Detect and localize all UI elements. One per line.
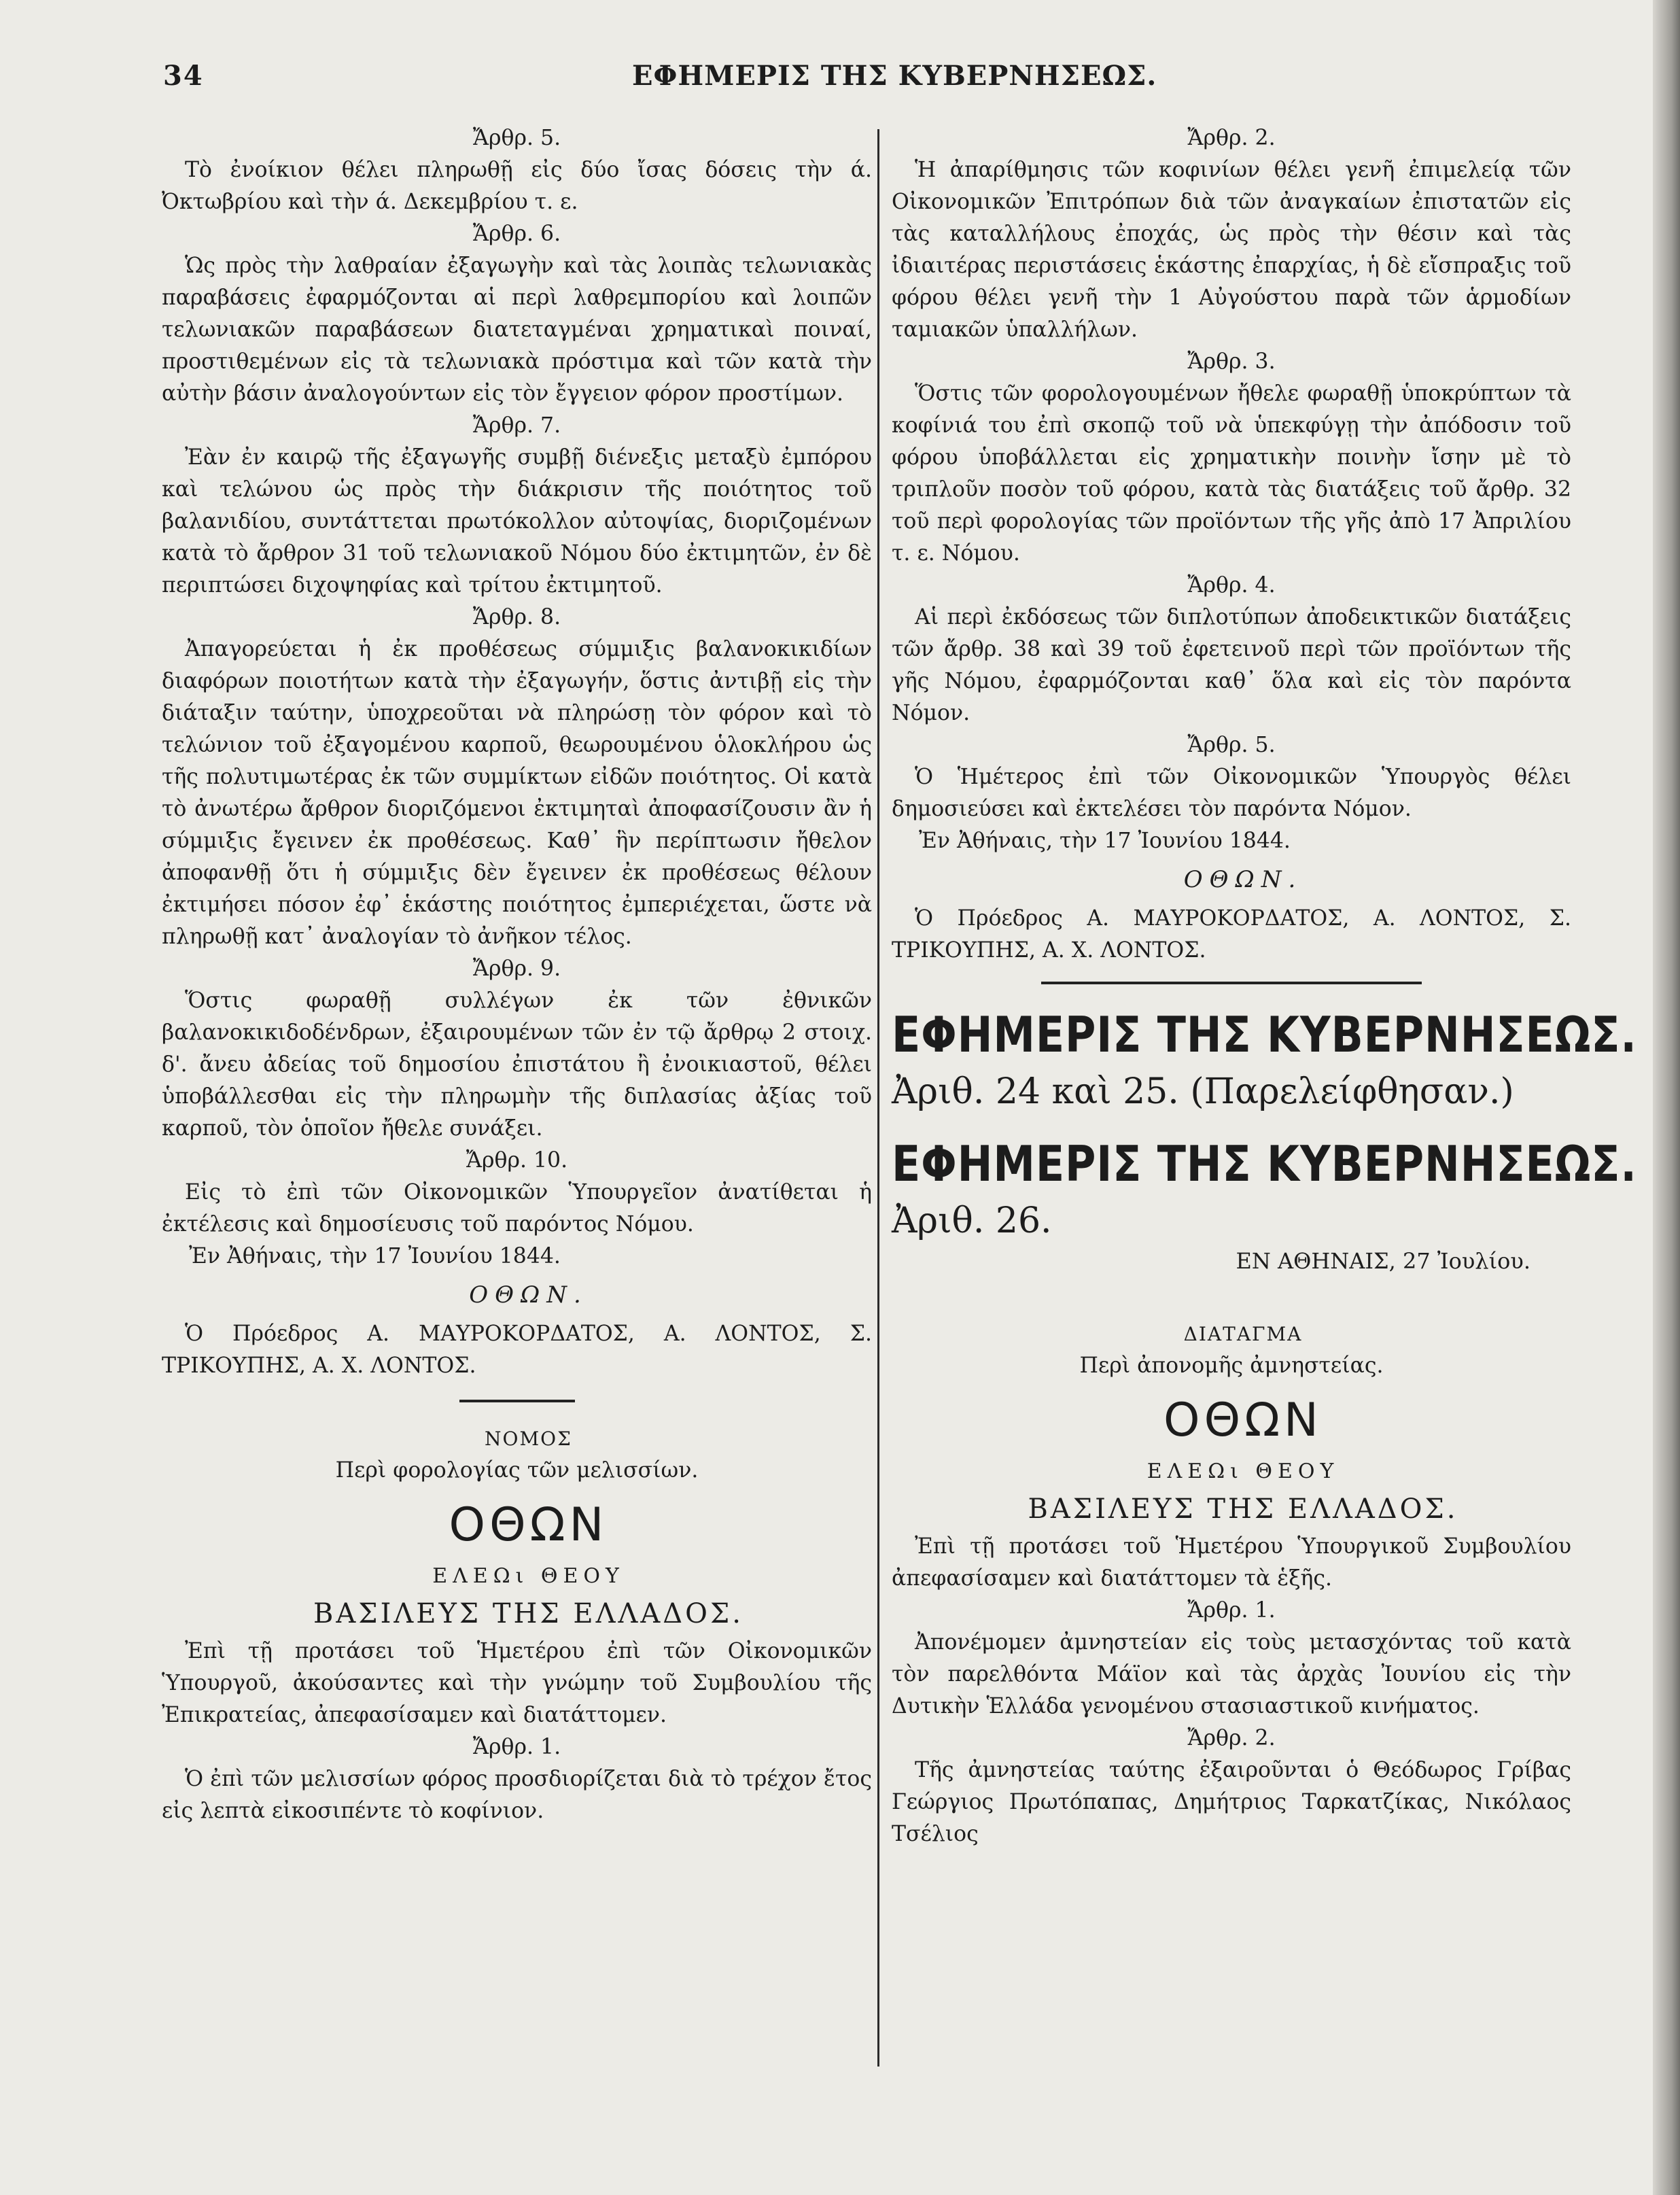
page-number: 34 [163, 60, 204, 92]
article-heading: Ἄρθρ. 7. [472, 413, 561, 438]
article-text: Ἀπαγορεύεται ἡ ἐκ προθέσεως σύμμιξις βαλανοκικιδίων διαφόρων ποιοτήτων κατὰ τὴν ἐξαγωγήν, ὅστις ἀντιβῇ εἰς τὴν διάταξιν ταύτην, ὑποχρεοῦται νὰ πληρώσῃ τὸν φόρον καὶ τὸ τελώνιον τοῦ ἐξαγομένου καρποῦ, θεωρουμένου ὁλοκλήρου ὡς τῆς πολυτιμωτέρας ἐκ τῶν συμμίκτων εἰδῶν ποιότητος. Οἱ κατὰ τὸ ἀνωτέρω ἄρθρον διοριζόμενοι ἐκτιμηταὶ ἀποφασίζουσιν ἂν ἡ σύμμιξις ἔγεινεν ἐκ προθέσεως. Καθ᾽ ἣν περίπτωσιν ἤθελον ἀποφανθῇ ὅτι ἡ σύμμιξις δὲν ἔγεινεν ἐκ προθέσεως θέλουν ἐκτιμήσει πόσον ἐφ᾽ ἑκάστης ποιότητος ἐμπεριέχεται, ὥστε νὰ πληρωθῇ κατ᾽ ἀναλογίαν τὸ ἀνῆκον τέλος. [162, 637, 872, 949]
article-text: Ὁ ἐπὶ τῶν μελισσίων φόρος προσδιορίζεται διὰ τὸ τρέχον ἔτος εἰς λεπτὰ εἰκοσιπέντε τὸ κοφίνιον. [162, 1767, 872, 1823]
column-divider [877, 129, 879, 2067]
king-signature: ΟΘΩΝ. [469, 1281, 588, 1309]
law-subject: Περὶ φορολογίας τῶν μελισσίων. [335, 1458, 699, 1483]
article-heading: Ἄρθρ. 3. [1187, 349, 1276, 374]
article-text: Ἀπονέμομεν ἀμνηστείαν εἰς τοὺς μετασχόντας τοῦ κατὰ τὸν παρελθόντα Μάϊον καὶ τὰς ἀρχὰς Ἰουνίου εἰς τὴν Δυτικὴν Ἑλλάδα γενομένου στασιαστικοῦ κινήματος. [892, 1630, 1571, 1718]
article-text: Εἰς τὸ ἐπὶ τῶν Οἰκονομικῶν Ὑπουργεῖον ἀνατίθεται ἡ ἐκτέλεσις καὶ δημοσίευσις τοῦ παρόντος Νόμου. [162, 1180, 872, 1237]
article-heading: Ἄρθρ. 1. [472, 1735, 561, 1759]
king-name: ΟΘΩΝ [449, 1498, 608, 1552]
article-heading: Ἄρθρ. 8. [472, 605, 561, 629]
gazette-masthead: ΕΦΗΜΕΡΙΣ ΤΗΣ ΚΥΒΕΡΝΗΣΕΩΣ. [892, 1135, 1637, 1192]
section-rule [459, 1400, 575, 1402]
preamble: Ἐπὶ τῇ προτάσει τοῦ Ἡμετέρου Ὑπουργικοῦ Συμβουλίου ἀπεφασίσαμεν καὶ διατάττομεν τὰ ἑξῆς. [892, 1534, 1571, 1591]
signatories: Ὁ Πρόεδρος Α. ΜΑΥΡΟΚΟΡΔΑΤΟΣ, Α. ΛΟΝΤΟΣ, Σ. ΤΡΙΚΟΥΠΗΣ, Α. Χ. ΛΟΝΤΟΣ. [892, 906, 1571, 963]
article-heading: Ἄρθρ. 9. [472, 956, 561, 981]
article-heading: Ἄρθρ. 2. [1187, 1726, 1276, 1750]
signatories: Ὁ Πρόεδρος Α. ΜΑΥΡΟΚΟΡΔΑΤΟΣ, Α. ΛΟΝΤΟΣ, Σ. ΤΡΙΚΟΥΠΗΣ, Α. Χ. ΛΟΝΤΟΣ. [162, 1321, 872, 1378]
right-column [892, 122, 1637, 1850]
article-text: Ὅστις τῶν φορολογουμένων ἤθελε φωραθῇ ὑποκρύπτων τὰ κοφίνιά του ἐπὶ σκοπῷ τοῦ νὰ ὑπεκφύγῃ τὴν ἀπόδοσιν τοῦ φόρου ὑποβάλλεται εἰς χρηματικὴν ποινὴν ἴσην μὲ τὸ τριπλοῦν ποσὸν τοῦ φόρου, κατὰ τὰς διατάξεις τοῦ ἄρθρ. 32 τοῦ περὶ φορολογίας τῶν προϊόντων τῆς γῆς ἀπὸ 17 Ἀπριλίου τ. ε. Νόμου. [892, 381, 1571, 566]
law-heading: ΝΟΜΟΣ [485, 1428, 572, 1450]
issue-dateline: ΕΝ ΑΘΗΝΑΙΣ, 27 Ἰουλίου. [1236, 1248, 1530, 1274]
article-heading: Ἄρθρ. 4. [1187, 573, 1276, 598]
gazette-masthead: ΕΦΗΜΕΡΙΣ ΤΗΣ ΚΥΒΕΡΝΗΣΕΩΣ. [892, 1006, 1637, 1063]
running-title: ΕΦΗΜΕΡΙΣ ΤΗΣ ΚΥΒΕΡΝΗΣΕΩΣ. [632, 60, 1157, 92]
date-line: Ἐν Ἀθήναις, τὴν 17 Ἰουνίου 1844. [189, 1244, 561, 1268]
article-heading: Ἄρθρ. 10. [466, 1148, 568, 1173]
article-heading: Ἄρθρ. 5. [472, 126, 561, 150]
issue-number: Ἀριθ. 24 καὶ 25. (Παρελείφθησαν.) [892, 1071, 1514, 1112]
preamble: Ἐπὶ τῇ προτάσει τοῦ Ἡμετέρου ἐπὶ τῶν Οἰκονομικῶν Ὑπουργοῦ, ἀκούσαντες καὶ τὴν γνώμην τοῦ Συμβουλίου τῆς Ἐπικρατείας, ἀπεφασίσαμεν καὶ διατάττομεν. [162, 1639, 872, 1727]
king-title: ΒΑΣΙΛΕΥΣ ΤΗΣ ΕΛΛΑΔΟΣ. [1028, 1493, 1458, 1525]
issue-number: Ἀριθ. 26. [892, 1200, 1052, 1241]
date-line: Ἐν Ἀθήναις, τὴν 17 Ἰουνίου 1844. [919, 829, 1291, 853]
grace-of-god: ΕΛΕΩι ΘΕΟΥ [432, 1564, 625, 1588]
section-rule [1041, 982, 1422, 984]
article-heading: Ἄρθρ. 2. [1187, 126, 1276, 150]
king-signature: ΟΘΩΝ. [1183, 866, 1303, 893]
article-text: Ὅστις φωραθῇ συλλέγων ἐκ τῶν ἐθνικῶν βαλανοκικιδοδένδρων, ἐξαιρουμένων τῶν ἐν τῷ ἄρθρῳ 2 στοιχ. δ'. ἄνευ ἀδείας τοῦ δημοσίου ἐπιστάτου ἢ ἐνοικιαστοῦ, θέλει ὑποβάλλεσθαι εἰς τὴν πληρωμὴν τῆς διπλασίας ἀξίας τοῦ καρποῦ, τὸν ὁποῖον ἤθελε συνάξει. [162, 988, 872, 1141]
article-text: Τῆς ἀμνηστείας ταύτης ἐξαιροῦνται ὁ Θεόδωρος Γρίβας Γεώργιος Πρωτόπαπας, Δημήτριος Ταρκατζίκας, Νικόλαος Τσέλιος [892, 1758, 1571, 1846]
article-heading: Ἄρθρ. 1. [1187, 1598, 1276, 1623]
decree-subject: Περὶ ἀπονομῆς ἀμνηστείας. [1079, 1353, 1384, 1378]
article-text: Τὸ ἐνοίκιον θέλει πληρωθῇ εἰς δύο ἴσας δόσεις τὴν ά. Ὀκτωβρίου καὶ τὴν ά. Δεκεμβρίου τ. ε. [162, 158, 872, 214]
article-text: Ἡ ἀπαρίθμησις τῶν κοφινίων θέλει γενῆ ἐπιμελείᾳ τῶν Οἰκονομικῶν Ἐπιτρόπων διὰ τῶν ἀναγκαίων ἐπιστατῶν εἰς τὰς καταλλήλους ἐποχάς, ὡς πρὸς τὴν θέσιν καὶ τὰς ἰδιαιτέρας περιστάσεις ἑκάστης ἐπαρχίας, ἡ δὲ εἴσπραξις τοῦ φόρου θέλει γενῆ τὴν 1 Αὐγούστου παρὰ τῶν ἁρμοδίων ταμιακῶν ὑπαλλήλων. [892, 158, 1571, 342]
article-text: Ἐὰν ἐν καιρῷ τῆς ἐξαγωγῆς συμβῇ διένεξις μεταξὺ ἐμπόρου καὶ τελώνου ὡς πρὸς τὴν διάκρισιν τῆς ποιότητος τοῦ βαλανιδίου, συντάττεται πρωτόκολλον αὐτοψίας, διοριζομένων κατὰ τὸ ἄρθρον 31 τοῦ τελωνιακοῦ Νόμου δύο ἐκτιμητῶν, ἐν δὲ περιπτώσει διχοψηφίας καὶ τρίτου ἐκτιμητοῦ. [162, 445, 872, 598]
grace-of-god: ΕΛΕΩι ΘΕΟΥ [1147, 1459, 1340, 1483]
article-text: Ὁ Ἡμέτερος ἐπὶ τῶν Οἰκονομικῶν Ὑπουργὸς θέλει δημοσιεύσει καὶ ἐκτελέσει τὸν παρόντα Νόμον. [892, 765, 1571, 821]
left-column [162, 122, 872, 1827]
article-text: Ὡς πρὸς τὴν λαθραίαν ἐξαγωγὴν καὶ τὰς λοιπὰς τελωνιακὰς παραβάσεις ἐφαρμόζονται αἱ περὶ λαθρεμπορίου καὶ λοιπῶν τελωνιακῶν παραβάσεων διατεταγμέναι χρηματικαὶ ποιναί, προστιθεμένων εἰς τὰ τελωνιακὰ πρόστιμα καὶ τῶν κατὰ τὴν αὐτὴν βάσιν ἀναλογούντων εἰς τὸν ἔγγειον φόρον προστίμων. [162, 254, 872, 406]
page-edge [1653, 0, 1680, 2195]
article-text: Αἱ περὶ ἐκδόσεως τῶν διπλοτύπων ἀποδεικτικῶν διατάξεις τῶν ἄρθρ. 38 καὶ 39 τοῦ ἐφετεινοῦ περὶ τῶν προϊόντων τῆς γῆς Νόμου, ἐφαρμόζονται καθ᾽ ὅλα καὶ εἰς τὸν παρόντα Νόμον. [892, 605, 1571, 725]
article-heading: Ἄρθρ. 6. [472, 222, 561, 246]
decree-heading: ΔΙΑΤΑΓΜΑ [1183, 1323, 1303, 1345]
king-title: ΒΑΣΙΛΕΥΣ ΤΗΣ ΕΛΛΑΔΟΣ. [313, 1598, 743, 1629]
king-name: ΟΘΩΝ [1163, 1394, 1323, 1447]
article-heading: Ἄρθρ. 5. [1187, 733, 1276, 757]
page-header [163, 60, 1563, 101]
